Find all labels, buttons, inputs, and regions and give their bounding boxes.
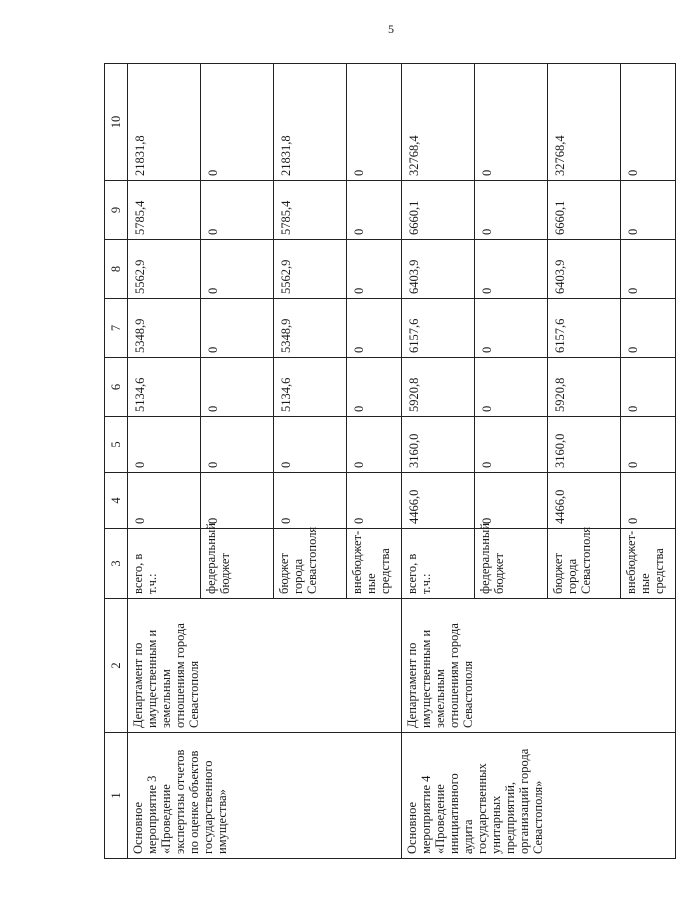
value-cell: 0 [347,473,402,529]
header-cell: 8 [105,240,128,299]
value-cell: 0 [621,64,676,181]
value-cell: 0 [201,181,274,240]
header-cell: 2 [105,599,128,733]
value-cell: 0 [201,417,274,473]
value-cell: 6660,1 [402,181,475,240]
source-cell: внебюджет-ные средства [347,529,402,599]
header-cell: 3 [105,529,128,599]
value-cell: 5920,8 [548,358,621,417]
header-cell: 10 [105,64,128,181]
value-cell: 3160,0 [402,417,475,473]
value-cell: 0 [621,473,676,529]
header-cell: 7 [105,299,128,358]
value-cell: 4466,0 [548,473,621,529]
value-cell: 5785,4 [128,181,201,240]
value-cell: 0 [475,473,548,529]
value-cell: 6157,6 [402,299,475,358]
value-cell: 6403,9 [548,240,621,299]
value-cell: 0 [475,240,548,299]
value-cell: 0 [201,299,274,358]
header-cell: 1 [105,733,128,859]
value-cell: 5562,9 [274,240,347,299]
value-cell: 6403,9 [402,240,475,299]
value-cell: 0 [347,181,402,240]
header-cell: 6 [105,358,128,417]
value-cell: 0 [347,417,402,473]
activity-cell: Основное мероприятие 4 «Проведение инициативного аудита государственных унитарных предприятий, организаций города Севастополя» [402,733,676,859]
value-cell: 6157,6 [548,299,621,358]
department-cell: Департамент по имущественным и земельным отношениям города Севастополя [128,599,402,733]
value-cell: 0 [201,473,274,529]
value-cell: 21831,8 [128,64,201,181]
header-cell: 9 [105,181,128,240]
budget-table [104,63,676,859]
value-cell: 5348,9 [128,299,201,358]
value-cell: 5562,9 [128,240,201,299]
rotated-table-container [104,64,666,859]
source-cell: всего, в т.ч.: [128,529,201,599]
header-row [105,64,128,859]
source-cell: федеральный бюджет [201,529,274,599]
value-cell: 5920,8 [402,358,475,417]
value-cell: 0 [475,417,548,473]
value-cell: 0 [201,64,274,181]
value-cell: 0 [201,240,274,299]
source-cell: бюджет города Севастополя [548,529,621,599]
value-cell: 32768,4 [548,64,621,181]
source-cell: бюджет города Севастополя [274,529,347,599]
value-cell: 0 [475,358,548,417]
value-cell: 0 [347,64,402,181]
source-cell: внебюджет-ные средства [621,529,676,599]
table-row [402,64,475,859]
value-cell: 0 [475,181,548,240]
value-cell: 0 [621,299,676,358]
value-cell: 0 [274,417,347,473]
value-cell: 0 [347,299,402,358]
value-cell: 3160,0 [548,417,621,473]
value-cell: 4466,0 [402,473,475,529]
value-cell: 0 [475,299,548,358]
value-cell: 0 [201,358,274,417]
value-cell: 0 [621,181,676,240]
value-cell: 5348,9 [274,299,347,358]
page-number: 5 [388,22,394,36]
value-cell: 0 [621,358,676,417]
value-cell: 0 [128,473,201,529]
value-cell: 0 [347,240,402,299]
value-cell: 0 [621,240,676,299]
department-cell: Департамент по имущественным и земельным отношениям города Севастополя [402,599,676,733]
source-cell: всего, в т.ч.: [402,529,475,599]
value-cell: 5785,4 [274,181,347,240]
value-cell: 0 [274,473,347,529]
source-cell: федеральный бюджет [475,529,548,599]
value-cell: 6660,1 [548,181,621,240]
header-cell: 5 [105,417,128,473]
value-cell: 0 [475,64,548,181]
value-cell: 0 [128,417,201,473]
value-cell: 5134,6 [128,358,201,417]
value-cell: 21831,8 [274,64,347,181]
header-cell: 4 [105,473,128,529]
value-cell: 0 [621,417,676,473]
value-cell: 32768,4 [402,64,475,181]
table-row [128,64,201,859]
value-cell: 5134,6 [274,358,347,417]
value-cell: 0 [347,358,402,417]
activity-cell: Основное мероприятие 3 «Проведение экспертизы отчетов по оценке объектов государственного имущества» [128,733,402,859]
